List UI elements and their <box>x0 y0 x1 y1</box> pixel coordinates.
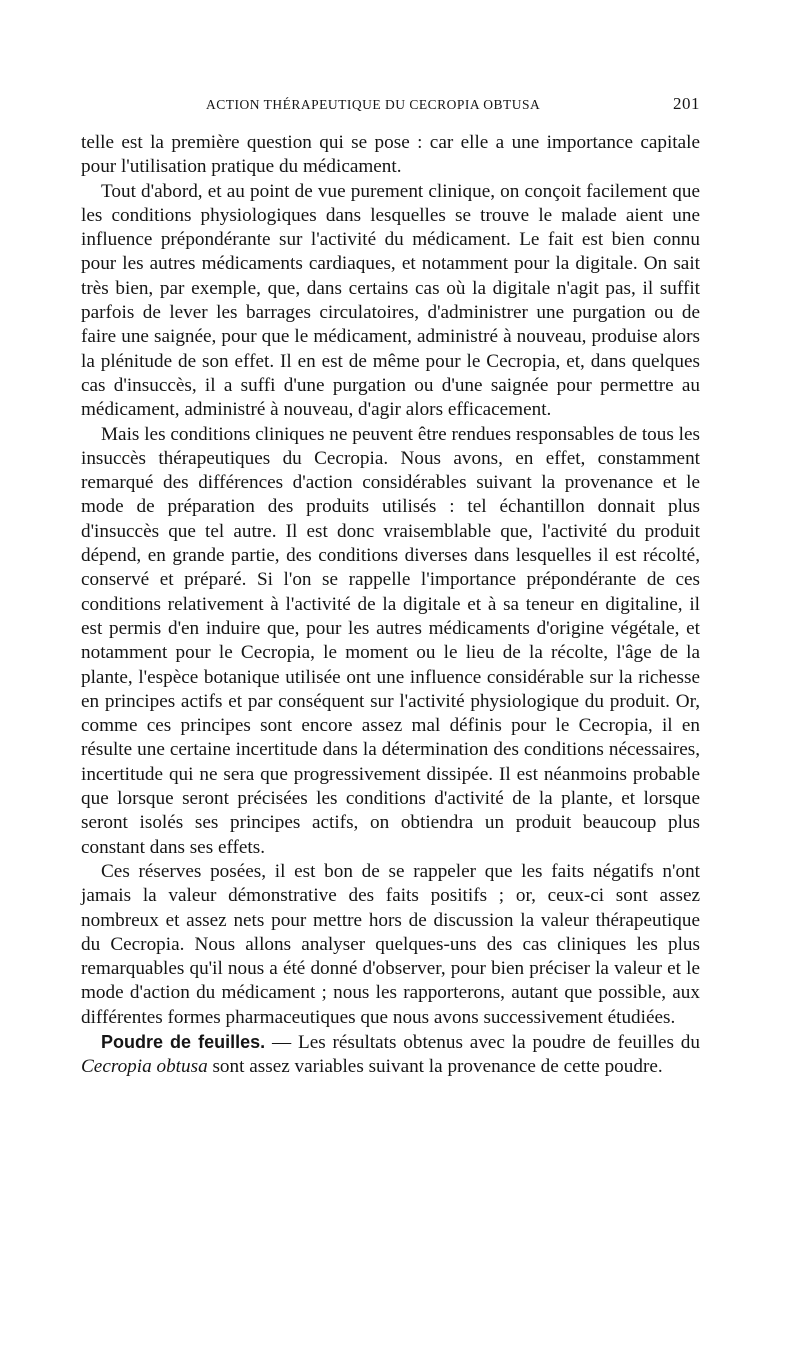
running-title: ACTION THÉRAPEUTIQUE DU CECROPIA OBTUSA <box>206 97 541 112</box>
paragraph-preparation-variability: Mais les conditions cliniques ne peuvent être rendues responsables de tous les insuccès thérapeutiques du Cecropia. Nous avons, en effet, constamment remarqué des différences d'action considérables suivant la provenance et le mode de préparation des produits utilisés : tel échantillon donnait plus d'insuccès que tel autre. Il est donc vraisemblable que, l'activité du produit dépend, en grande partie, des conditions diverses dans lesquelles il est récolté, conservé et préparé. Si l'on se rappelle l'importance prépondérante de ces conditions relativement à l'activité de la digitale et à sa teneur en digitaline, il est permis d'en induire que, pour les autres médicaments d'origine végétale, et notamment pour le Cecropia, le moment ou le lieu de la récolte, l'âge de la plante, l'espèce botanique utilisée ont une influence considérable sur la richesse en principes actifs et par conséquent sur l'activité physiologique du produit. Or, comme ces principes sont encore assez mal définis pour le Cecropia, il en résulte une certaine incertitude dans la détermination des conditions nécessaires, incertitude qui ne sera que progressivement dissipée. Il est néanmoins probable que lorsque seront précisées les conditions d'activité de la plante, et lorsque seront isolés ses principes actifs, on obtiendra un produit beaucoup plus constant dans ses effets. <box>81 423 700 858</box>
heading-dash: — <box>265 1031 298 1053</box>
paragraph-positive-facts: Ces réserves posées, il est bon de se rappeler que les faits négatifs n'ont jamais la valeur démonstrative des faits positifs ; or, ceux-ci sont assez nombreux et assez nets pour mettre hors de discussion la valeur thérapeutique du Cecropia. Nous allons analyser quelques-uns des cas cliniques les plus remarquables qu'il nous a été donné d'observer, pour bien préciser la valeur et le mode d'action du médicament ; nous les rapporterons, autant que possible, aux différentes formes pharmaceutiques que nous avons successivement étudiées. <box>81 860 700 1028</box>
paragraph-leaf-powder <box>81 1030 700 1080</box>
paragraph-continuation: telle est la première question qui se pose : car elle a une importance capitale pour l'utilisation pratique du médicament. <box>81 132 700 178</box>
paragraph-clinical-conditions: Tout d'abord, et au point de vue purement clinique, on conçoit facilement que les conditions physiologiques dans lesquelles se trouve le malade aient une influence prépondérante sur l'activité du médicament. Le fait est bien connu pour les autres médicaments cardiaques, et notamment pour la digitale. On sait très bien, par exemple, que, dans certains cas où la digitale n'agit pas, il suffit parfois de lever les barrages circulatoires, d'administrer une purgation ou de faire une saignée, pour que le médicament, administré à nouveau, produise alors la plénitude de son effet. Il en est de même pour le Cecropia, et, dans quelques cas d'insuccès, il a suffi d'une purgation ou d'une saignée pour permettre au médicament, administré à nouveau, d'agir alors efficacement. <box>81 180 700 421</box>
leaf-powder-text-after: sont assez variables suivant la provenance de cette poudre. <box>207 1056 663 1078</box>
species-name: Cecropia obtusa <box>81 1056 208 1078</box>
running-head <box>81 94 700 118</box>
page-number: 201 <box>673 94 700 113</box>
leaf-powder-text-before: Les résultats obtenus avec la poudre de feuilles du <box>297 1031 700 1053</box>
section-heading-leaf-powder: Poudre de feuilles. <box>101 1031 266 1052</box>
body-text <box>81 131 700 1080</box>
